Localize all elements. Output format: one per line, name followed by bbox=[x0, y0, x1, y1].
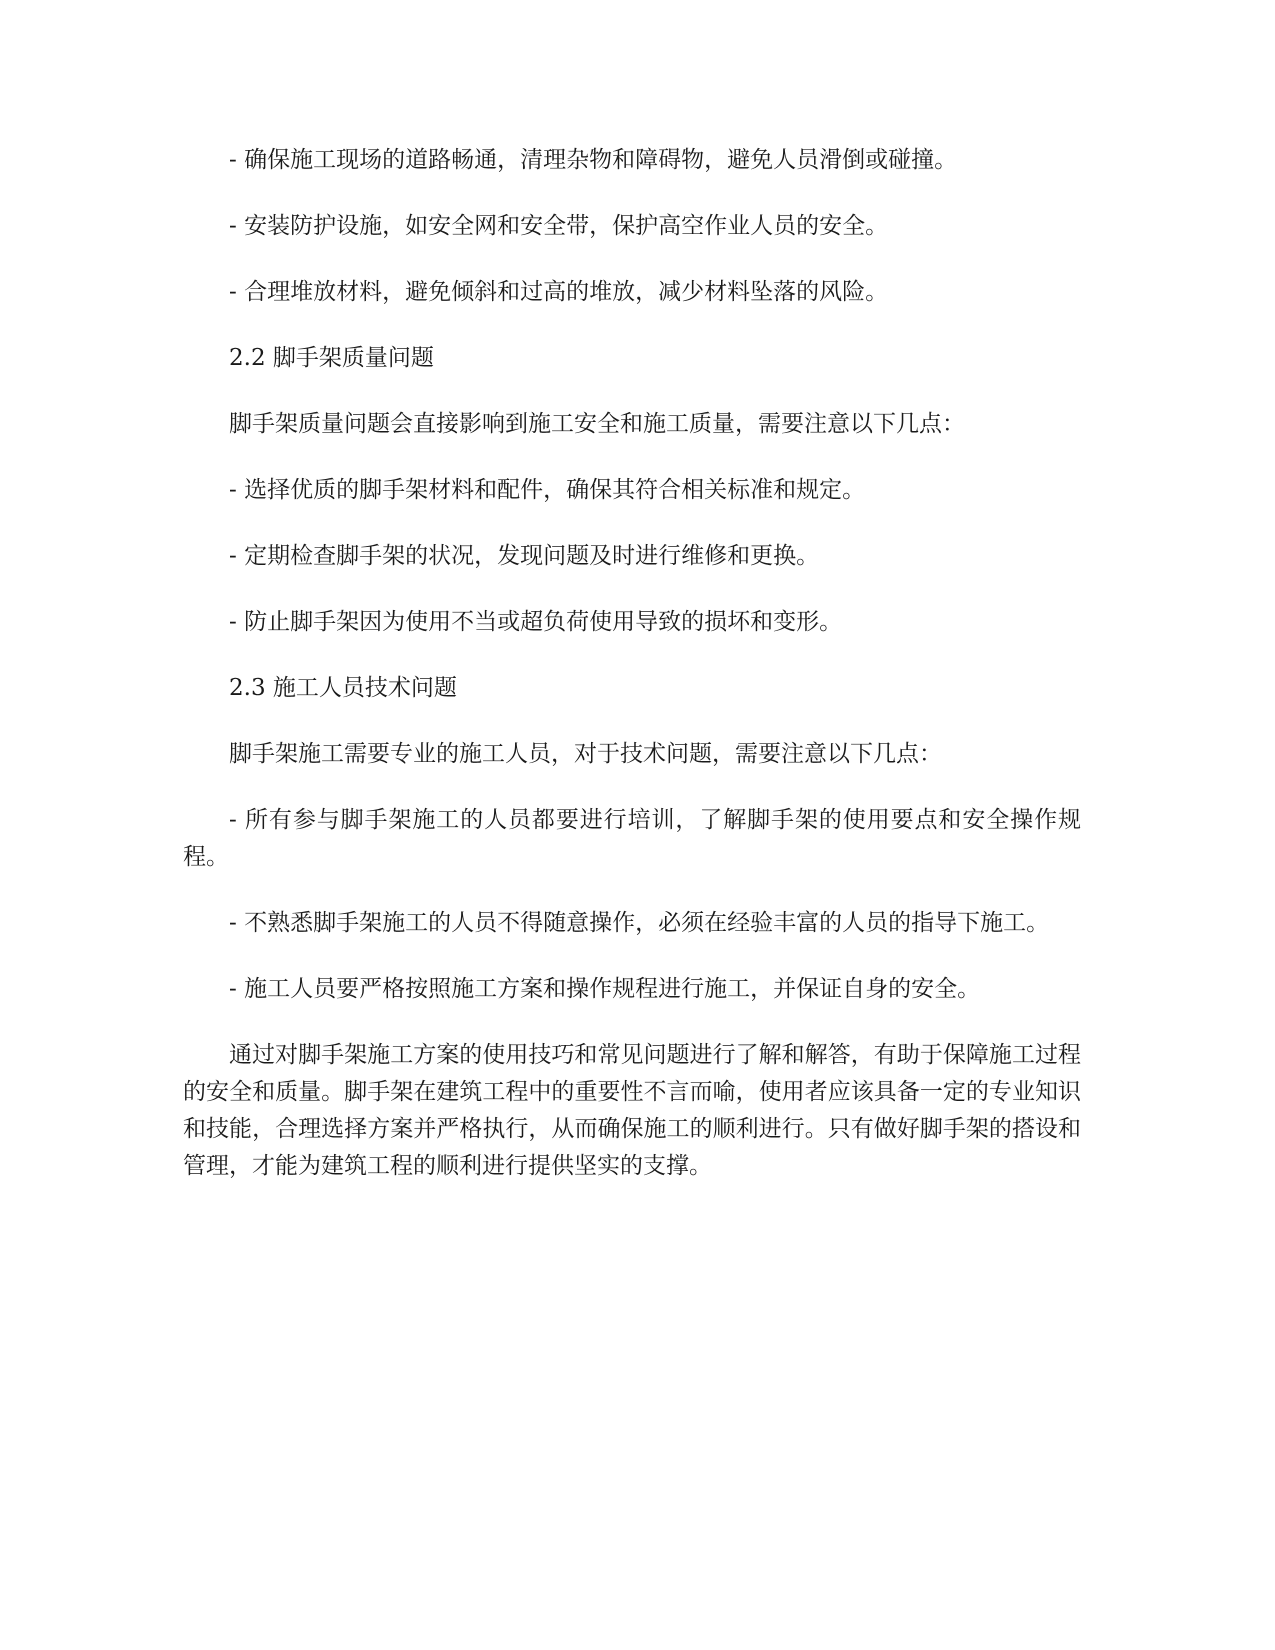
bullet-material-stacking: - 合理堆放材料，避免倾斜和过高的堆放，减少材料坠落的风险。 bbox=[229, 279, 889, 305]
section-heading-2-2: 2.2 脚手架质量问题 bbox=[229, 345, 434, 371]
bullet-protective-facilities: - 安装防护设施，如安全网和安全带，保护高空作业人员的安全。 bbox=[229, 213, 889, 239]
section-heading-2-3: 2.3 施工人员技术问题 bbox=[229, 675, 457, 701]
bullet-follow-procedures: - 施工人员要严格按照施工方案和操作规程进行施工，并保证自身的安全。 bbox=[229, 976, 981, 1002]
bullet-quality-materials: - 选择优质的脚手架材料和配件，确保其符合相关标准和规定。 bbox=[229, 477, 866, 503]
bullet-prevent-damage: - 防止脚手架因为使用不当或超负荷使用导致的损坏和变形。 bbox=[229, 609, 843, 635]
conclusion-paragraph: 通过对脚手架施工方案的使用技巧和常见问题进行了解和解答，有助于保障施工过程的安全和质量。脚手架在建筑工程中的重要性不言而喻，使用者应该具备一定的专业知识和技能，合理选择方案并严格执行，从而确保施工的顺利进行。只有做好脚手架的搭设和管理，才能为建筑工程的顺利进行提供坚实的支撑。 bbox=[183, 1042, 1081, 1179]
bullet-supervised-work: - 不熟悉脚手架施工的人员不得随意操作，必须在经验丰富的人员的指导下施工。 bbox=[229, 910, 1050, 936]
bullet-training: - 所有参与脚手架施工的人员都要进行培训，了解脚手架的使用要点和安全操作规程。 bbox=[183, 807, 1081, 870]
document-body bbox=[183, 142, 1081, 1214]
bullet-road-clear: - 确保施工现场的道路畅通，清理杂物和障碍物，避免人员滑倒或碰撞。 bbox=[229, 147, 958, 173]
section-intro-2-2: 脚手架质量问题会直接影响到施工安全和施工质量，需要注意以下几点： bbox=[229, 411, 965, 437]
section-intro-2-3: 脚手架施工需要专业的施工人员，对于技术问题，需要注意以下几点： bbox=[229, 741, 942, 767]
bullet-regular-inspection: - 定期检查脚手架的状况，发现问题及时进行维修和更换。 bbox=[229, 543, 820, 569]
